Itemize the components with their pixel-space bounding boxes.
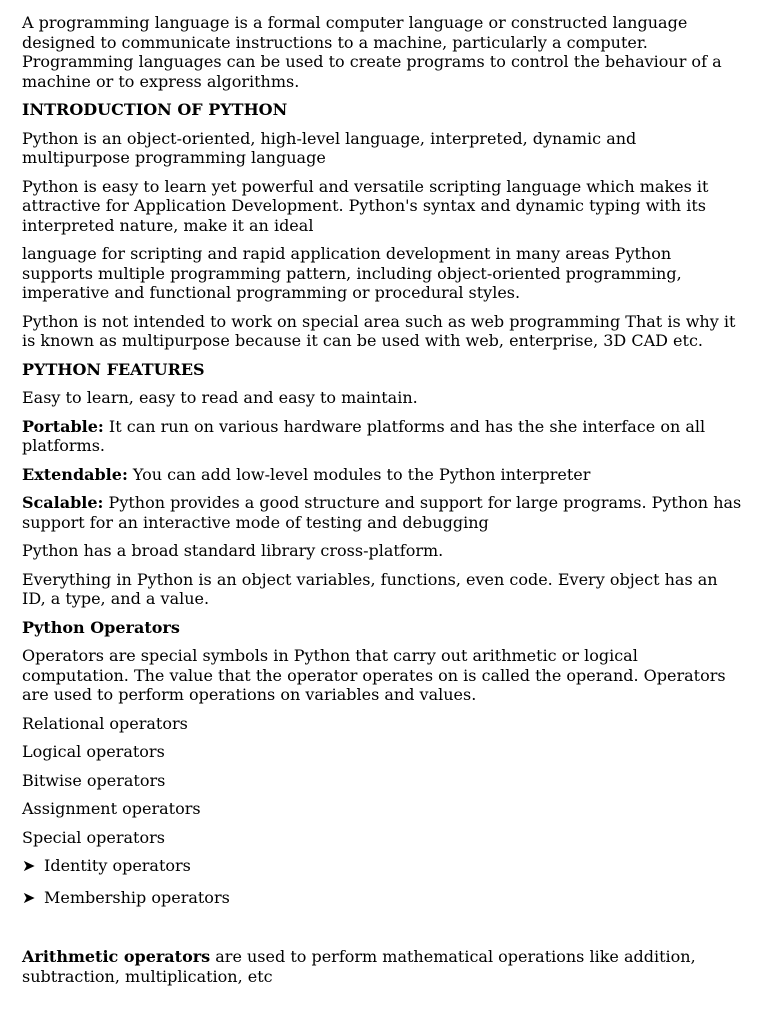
arrow-bullet-icon: ➤ (22, 856, 36, 875)
python-multipurpose-paragraph: Python is not intended to work on special area such as web programming That is why it is known as multipurpose because it can be used with web, enterprise, 3D CAD etc. (22, 311, 736, 350)
python-operators-heading: Python Operators (22, 617, 180, 637)
spacer (22, 919, 742, 947)
python-features-heading: PYTHON FEATURES (22, 359, 205, 379)
feature-scalable-label: Scalable: (22, 493, 104, 512)
feature-easy: Easy to learn, easy to read and easy to maintain. (22, 388, 418, 407)
arithmetic-operators-text: are used to perform mathematical operations like addition, subtraction, multiplication, etc (22, 947, 696, 986)
feature-objects: Everything in Python is an object variables, functions, even code. Every object has an ID, a type, and a value. (22, 569, 718, 608)
operators-description: Operators are special symbols in Python that carry out arithmetic or logical computation. The value that the operator operates on is called the operand. Operators are used to perform operations on variables and values. (22, 646, 726, 704)
operator-list-item: Special operators (22, 827, 165, 847)
python-scripting-paragraph: language for scripting and rapid application development in many areas Python supports multiple programming pattern, including object-oriented programming, imperative and functional programming or procedural styles. (22, 244, 682, 302)
feature-extendable (22, 465, 742, 485)
feature-library: Python has a broad standard library cross-platform. (22, 541, 444, 560)
operator-list-item: Bitwise operators (22, 770, 166, 790)
operator-list-item: Assignment operators (22, 799, 201, 818)
feature-scalable (22, 493, 742, 532)
feature-portable-text: It can run on various hardware platforms and has the she interface on all platforms. (22, 416, 706, 455)
python-easy-to-learn-paragraph: Python is easy to learn yet powerful and versatile scripting language which makes it attractive for Application Development. Python's syntax and dynamic typing with its interpreted nature, make it an ideal (22, 176, 709, 235)
operator-sub-item-label: Membership operators (44, 887, 230, 907)
operator-sub-item (22, 888, 742, 908)
operator-sub-item-label: Identity operators (44, 856, 191, 875)
arithmetic-operators-label: Arithmetic operators (22, 947, 211, 966)
feature-scalable-text: Python provides a good structure and support for large programs. Python has support for an interactive mode of testing and debugging (22, 493, 742, 532)
operator-list-item: Logical operators (22, 742, 165, 761)
feature-portable (22, 417, 742, 456)
python-definition-paragraph: Python is an object-oriented, high-level language, interpreted, dynamic and multipurpose programming language (22, 128, 637, 167)
feature-portable-label: Portable: (22, 416, 104, 436)
intro-python-heading: INTRODUCTION OF PYTHON (22, 100, 288, 119)
arithmetic-operators-paragraph (22, 947, 742, 986)
feature-extendable-text: You can add low-level modules to the Python interpreter (127, 464, 591, 484)
operator-list-item: Relational operators (22, 713, 188, 733)
feature-extendable-label: Extendable: (22, 464, 128, 484)
intro-paragraph: A programming language is a formal computer language or constructed language designed to communicate instructions to a machine, particularly a computer. Programming languages can be used to create programs to control the behaviour of a machine or to express algorithms. (22, 13, 722, 91)
operator-sub-item (22, 856, 742, 876)
document-page (22, 13, 742, 995)
arrow-bullet-icon: ➤ (22, 887, 36, 907)
